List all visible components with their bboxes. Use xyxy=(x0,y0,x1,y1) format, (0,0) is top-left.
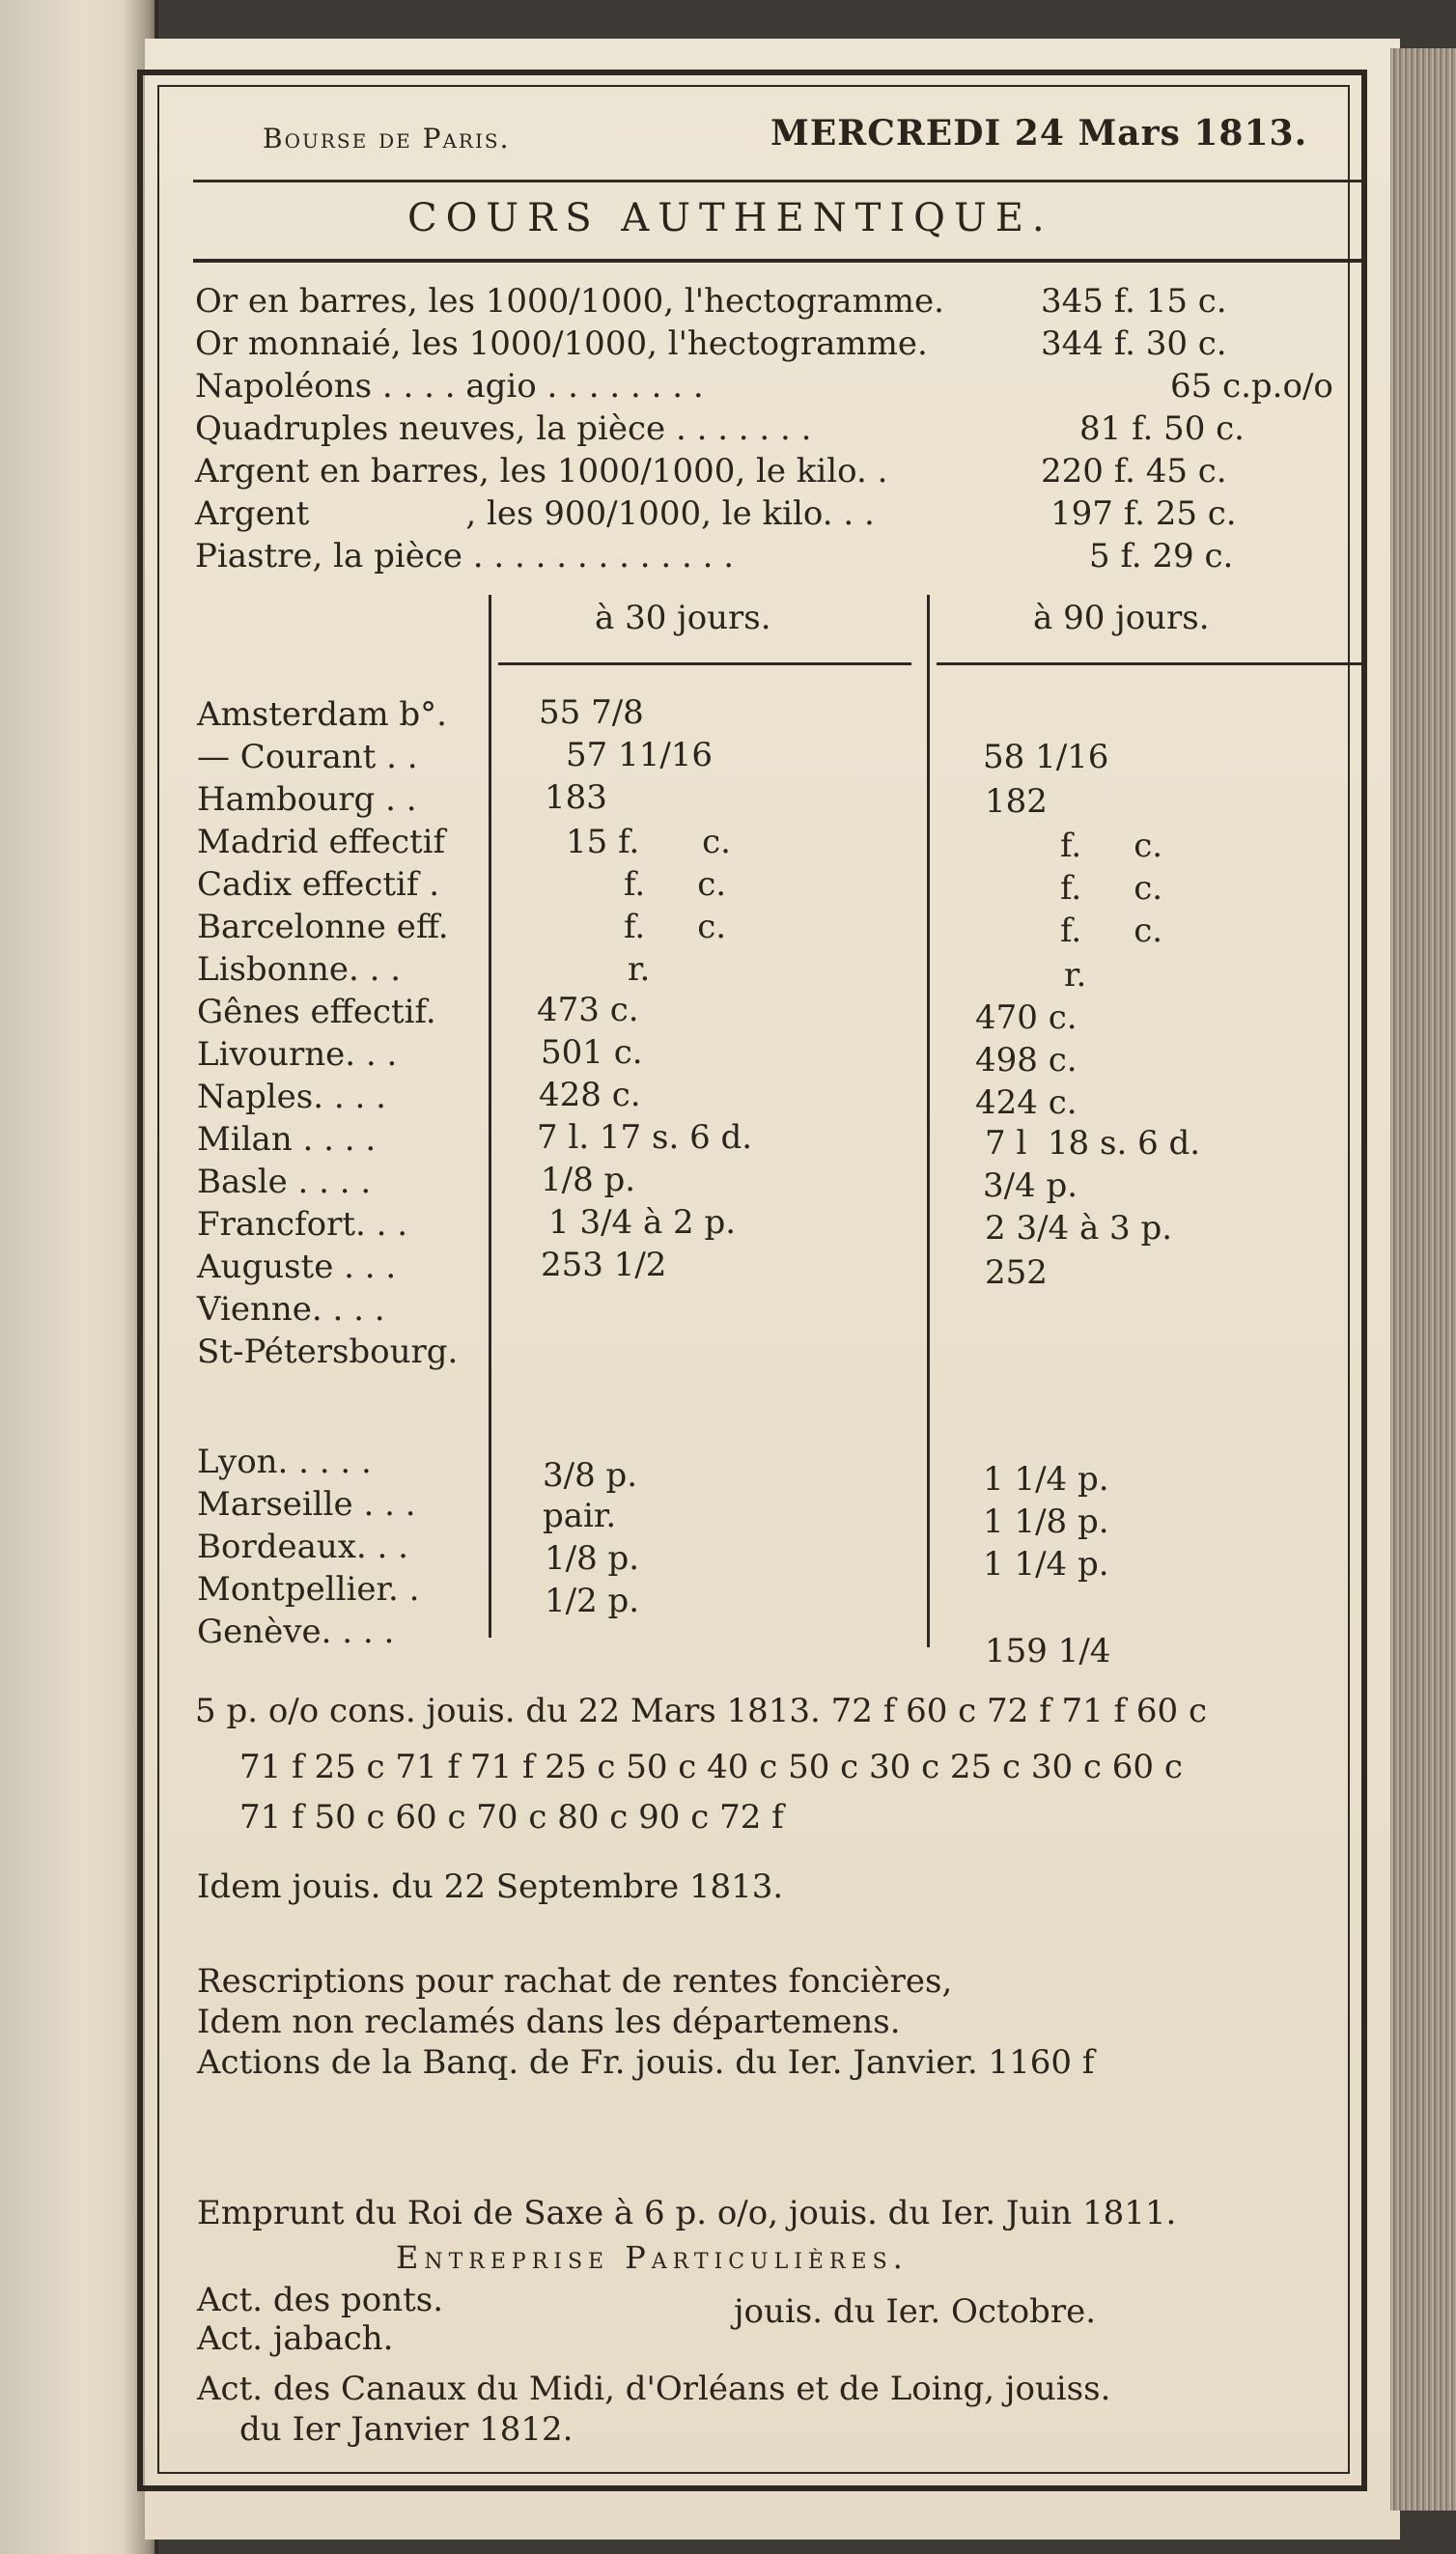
jabach-line: Act. jabach. xyxy=(197,2319,394,2358)
page-edges xyxy=(1390,48,1456,2511)
metal-value-5: 220 f. 45 c. xyxy=(1041,452,1227,491)
rate30-basle: 1/8 p. xyxy=(541,1161,636,1199)
rate30-hambourg: 183 xyxy=(545,778,607,817)
rentes-line-1: 5 p. o/o cons. jouis. du 22 Mars 1813. 72 f 60 c 72 f 71 f 60 c xyxy=(195,1692,1208,1730)
metal-value-2: 344 f. 30 c. xyxy=(1041,324,1227,363)
column-rule-right xyxy=(927,595,930,1647)
col-30-header: à 30 jours. xyxy=(595,599,771,637)
metal-label-7: Piastre, la pièce . . . . . . . . . . . . . xyxy=(195,537,734,575)
rescriptions-line: Rescriptions pour rachat de rentes foncières, xyxy=(197,1962,953,2001)
city-basle: Basle . . . . xyxy=(197,1163,372,1201)
entreprise-heading: Entreprise Particulières. xyxy=(396,2239,909,2276)
city-lisbonne: Lisbonne. . . xyxy=(197,950,402,989)
metal-label-6: Argent , les 900/1000, le kilo. . . xyxy=(195,494,875,533)
idem-non-line: Idem non reclamés dans les départemens. xyxy=(197,2003,901,2041)
col-90-rule xyxy=(937,662,1363,665)
rate90-auguste: 252 xyxy=(985,1253,1048,1292)
rate90-marseille: 1 1/8 p. xyxy=(983,1502,1109,1541)
rate90-basle: 3/4 p. xyxy=(983,1166,1078,1205)
rate30-genes: 473 c. xyxy=(537,991,639,1029)
city-hambourg: Hambourg . . xyxy=(197,780,417,819)
city-barcelonne: Barcelonne eff. xyxy=(197,908,449,946)
city-naples: Naples. . . . xyxy=(197,1078,386,1116)
rate30-barcelonne: f. c. xyxy=(624,908,727,946)
canaux-line-1: Act. des Canaux du Midi, d'Orléans et de Loing, jouiss. xyxy=(197,2370,1111,2408)
rate90-courant: 58 1/16 xyxy=(983,738,1109,776)
city-genes: Gênes effectif. xyxy=(197,993,436,1031)
city-courant: — Courant . . xyxy=(197,738,418,776)
metal-label-4: Quadruples neuves, la pièce . . . . . . . xyxy=(195,409,812,448)
actions-banque-line: Actions de la Banq. de Fr. jouis. du Ier. Janvier. 1160 f xyxy=(197,2043,1095,2082)
column-rule-left xyxy=(489,595,491,1638)
rate30-montpellier: 1/2 p. xyxy=(545,1582,640,1620)
rate30-lyon: 3/8 p. xyxy=(543,1456,638,1495)
rate90-lisbonne: r. xyxy=(1064,956,1087,995)
col-30-rule xyxy=(498,662,911,665)
title-rule xyxy=(193,259,1363,263)
ponts-jouis: jouis. du Ier. Octobre. xyxy=(734,2292,1096,2331)
city-auguste: Auguste . . . xyxy=(197,1248,397,1286)
metal-label-3: Napoléons . . . . agio . . . . . . . . xyxy=(195,367,704,406)
city-cadix: Cadix effectif . xyxy=(197,865,440,904)
metal-value-7: 5 f. 29 c. xyxy=(1089,537,1234,575)
city-marseille: Marseille . . . xyxy=(197,1485,416,1524)
city-vienne: Vienne. . . . xyxy=(197,1290,385,1329)
city-amsterdam: Amsterdam b°. xyxy=(197,695,447,734)
city-madrid: Madrid effectif xyxy=(197,823,446,861)
rate30-cadix: f. c. xyxy=(624,865,727,904)
metal-value-3: 65 c.p.o/o xyxy=(1170,367,1333,406)
rate30-bordeaux: 1/8 p. xyxy=(545,1539,640,1578)
header-rule xyxy=(193,180,1363,182)
rate90-cadix: f. c. xyxy=(1060,869,1163,908)
metal-label-5: Argent en barres, les 1000/1000, le kilo. . xyxy=(195,452,888,491)
page-title: COURS AUTHENTIQUE. xyxy=(407,196,1053,240)
rate30-madrid: 15 f. c. xyxy=(566,823,731,861)
rate30-francfort: 1 3/4 à 2 p. xyxy=(548,1203,737,1242)
ponts-line: Act. des ponts. xyxy=(197,2281,444,2319)
metal-label-1: Or en barres, les 1000/1000, l'hectogramme. xyxy=(195,282,944,321)
city-livourne: Livourne. . . xyxy=(197,1035,398,1074)
rate30-livourne: 501 c. xyxy=(541,1033,643,1072)
rate30-amsterdam: 55 7/8 xyxy=(539,693,644,732)
rate30-courant: 57 11/16 xyxy=(566,736,714,774)
col-90-header: à 90 jours. xyxy=(1033,599,1210,637)
rate30-milan: 7 l. 17 s. 6 d. xyxy=(537,1118,753,1157)
city-montpellier: Montpellier. . xyxy=(197,1570,420,1609)
rate90-francfort: 2 3/4 à 3 p. xyxy=(985,1209,1173,1248)
city-bordeaux: Bordeaux. . . xyxy=(197,1528,408,1566)
rate90-lyon: 1 1/4 p. xyxy=(983,1460,1109,1499)
metal-value-1: 345 f. 15 c. xyxy=(1041,282,1227,321)
city-milan: Milan . . . . xyxy=(197,1120,377,1159)
rate90-hambourg: 182 xyxy=(985,782,1048,821)
canaux-line-2: du Ier Janvier 1812. xyxy=(239,2410,574,2449)
metal-label-2: Or monnaié, les 1000/1000, l'hectogramme. xyxy=(195,324,928,363)
rate90-milan: 7 l 18 s. 6 d. xyxy=(985,1124,1201,1163)
rate90-naples: 424 c. xyxy=(975,1083,1078,1122)
metal-value-6: 197 f. 25 c. xyxy=(1050,494,1237,533)
rate90-livourne: 498 c. xyxy=(975,1041,1078,1080)
rate30-marseille: pair. xyxy=(543,1497,617,1535)
rate90-geneve: 159 1/4 xyxy=(985,1632,1111,1670)
rate30-auguste: 253 1/2 xyxy=(541,1246,667,1284)
rate90-bordeaux: 1 1/4 p. xyxy=(983,1545,1109,1584)
date-heading: MERCREDI 24 Mars 1813. xyxy=(770,113,1308,154)
rentes-line-2: 71 f 25 c 71 f 71 f 25 c 50 c 40 c 50 c 30 c 25 c 30 c 60 c xyxy=(239,1748,1183,1786)
emprunt-line: Emprunt du Roi de Saxe à 6 p. o/o, jouis. du Ier. Juin 1811. xyxy=(197,2194,1177,2232)
city-st-petersbourg: St-Pétersbourg. xyxy=(197,1333,459,1371)
bourse-label: Bourse de Paris. xyxy=(263,123,511,154)
rate90-barcelonne: f. c. xyxy=(1060,912,1163,950)
rate90-madrid: f. c. xyxy=(1060,827,1163,865)
city-francfort: Francfort. . . xyxy=(197,1205,408,1244)
rentes-idem: Idem jouis. du 22 Septembre 1813. xyxy=(197,1867,784,1906)
rate90-genes: 470 c. xyxy=(975,998,1078,1037)
city-geneve: Genève. . . . xyxy=(197,1613,395,1651)
rentes-line-3: 71 f 50 c 60 c 70 c 80 c 90 c 72 f xyxy=(239,1798,784,1837)
rate30-lisbonne: r. xyxy=(628,950,651,989)
metal-value-4: 81 f. 50 c. xyxy=(1079,409,1245,448)
city-lyon: Lyon. . . . . xyxy=(197,1443,372,1481)
rate30-naples: 428 c. xyxy=(539,1076,641,1114)
